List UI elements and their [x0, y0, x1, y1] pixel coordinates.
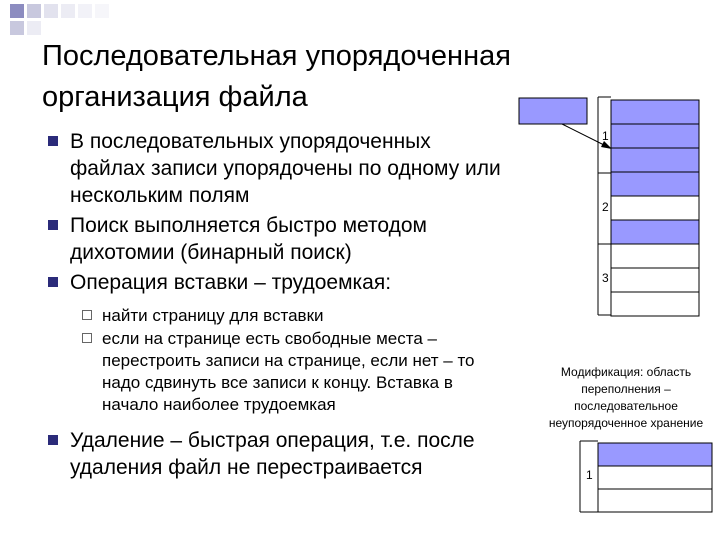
overflow-cell [598, 489, 712, 512]
bullet-text: Операция вставки – трудоемкая: [70, 271, 392, 294]
record-cell [611, 172, 699, 196]
new-record-box [519, 98, 587, 124]
bullet-text: Поиск выполняется быстро методом дихотомии (бинарный поиск) [70, 214, 427, 264]
sub-bullet-text: если на странице есть свободные места – перестроить записи на странице, если нет – то надо сдвинуть все записи к концу. Вставка в начало наиболее трудоемкая [102, 329, 475, 414]
overflow-column [598, 443, 712, 512]
diagram-caption: Модификация: область переполнения – последовательное неупорядоченное хранение [548, 365, 704, 430]
slide-title: Последовательная упорядоченная организация файла [42, 40, 511, 113]
page-label: 2 [602, 200, 609, 214]
page-label: 3 [602, 271, 609, 285]
sub-bullet-text: найти страницу для вставки [102, 306, 324, 325]
record-cell [611, 268, 699, 292]
record-cell [611, 148, 699, 172]
bullet-text: Удаление – быстрая операция, т.е. после удаления файл не перестраивается [70, 429, 475, 479]
record-cell [611, 292, 699, 316]
record-cell [611, 100, 699, 124]
record-cell [611, 220, 699, 244]
record-cell [611, 124, 699, 148]
insert-arrow [562, 124, 606, 146]
bullet-text: В последовательных упорядоченных файлах записи упорядочены по одному или нескольким полям [70, 130, 501, 207]
overflow-page-label: 1 [586, 468, 593, 482]
record-cell [611, 196, 699, 220]
overflow-cell [598, 466, 712, 489]
record-cell [611, 244, 699, 268]
page-label: 1 [602, 129, 609, 143]
records-column [611, 100, 699, 316]
overflow-cell [598, 443, 712, 466]
